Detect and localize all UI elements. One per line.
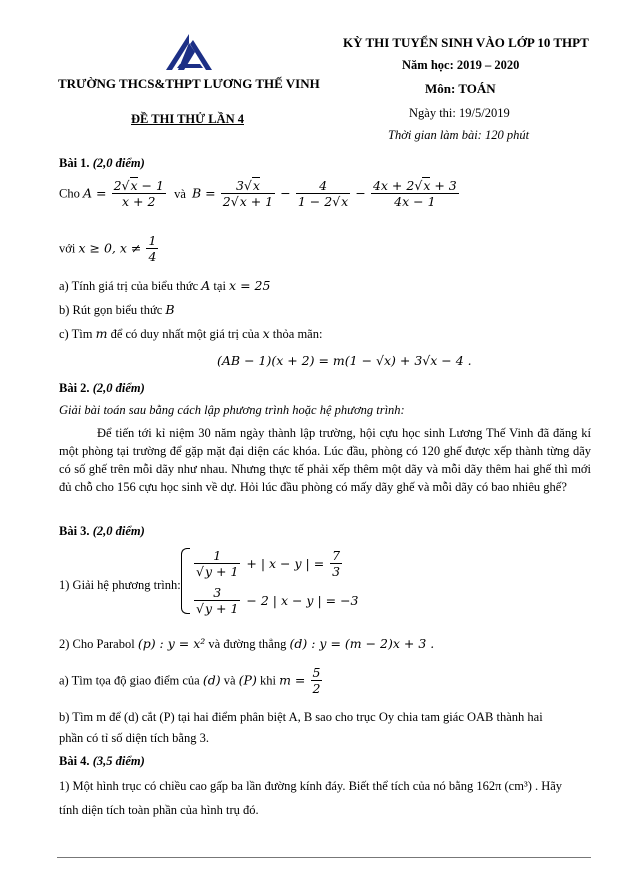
B1-num-root: x bbox=[252, 178, 260, 193]
sys2-num: 3 bbox=[194, 585, 240, 601]
part2-mid: và đường thẳng bbox=[208, 637, 287, 651]
part2-intro: 2) Cho Parabol bbox=[59, 637, 135, 651]
B1-den-tail: + 1 bbox=[246, 194, 274, 209]
system-equation-2 bbox=[192, 585, 359, 616]
sys2-den-root: y + 1 bbox=[204, 601, 239, 616]
part-a-x: x = 25 bbox=[229, 278, 271, 293]
problem1-heading bbox=[59, 156, 145, 171]
m-value-den: 2 bbox=[312, 681, 321, 696]
part-c-m: m bbox=[95, 326, 108, 341]
part2a-va: và bbox=[223, 673, 236, 688]
problem1-definitions bbox=[59, 178, 461, 209]
part-c-end: thỏa mãn: bbox=[272, 327, 323, 341]
problem4-points: (3,5 điểm) bbox=[92, 754, 145, 768]
system-equation-1 bbox=[192, 548, 344, 579]
problem1-label: Bài 1. bbox=[59, 156, 90, 170]
part2a-P: (P) bbox=[238, 672, 257, 688]
school-logo-icon bbox=[166, 34, 212, 70]
minus-sign-2: − bbox=[355, 185, 366, 201]
quarter-den: 4 bbox=[148, 249, 157, 264]
va-text: và bbox=[174, 186, 186, 201]
part-a-text: a) Tính giá trị của biểu thức bbox=[59, 279, 199, 293]
sys1-den-root: y + 1 bbox=[204, 564, 239, 579]
part2a-khi: khi bbox=[259, 673, 276, 688]
B3-num-tail: + 3 bbox=[430, 178, 457, 193]
sys2-rest: − 2 | x − y | = −3 bbox=[246, 593, 359, 608]
quarter-num: 1 bbox=[148, 233, 157, 248]
quarter-fraction bbox=[146, 233, 158, 264]
part2a-d: (d) bbox=[202, 672, 221, 688]
problem3-heading bbox=[59, 524, 145, 539]
problem1-part-c bbox=[59, 326, 322, 342]
sys1-lhs-fraction: $\frac{1}{√y + 1}$ bbox=[196, 548, 239, 579]
m-value-num: 5 bbox=[312, 665, 321, 680]
contest-title: KỲ THI TUYỂN SINH VÀO LỚP 10 THPT bbox=[343, 35, 589, 50]
B1-den-root: x bbox=[239, 194, 247, 209]
A-label: A = bbox=[82, 185, 107, 201]
part2a-m: m = bbox=[279, 672, 306, 688]
A-num-coef: 2 bbox=[113, 178, 122, 193]
part2a-text: a) Tìm tọa độ giao điểm của bbox=[59, 673, 200, 688]
problem3-part2b-line2: phần có tỉ số diện tích bằng 3. bbox=[59, 731, 209, 745]
B1-den-coef: 2 bbox=[222, 194, 231, 209]
system-brace bbox=[181, 548, 190, 614]
B2-den-root: x bbox=[341, 194, 349, 209]
problem2-points: (2,0 điểm) bbox=[92, 381, 145, 395]
problem2-heading bbox=[59, 381, 145, 396]
part-a-var: A bbox=[201, 278, 211, 293]
problem1-points: (2,0 điểm) bbox=[92, 156, 145, 170]
duration: Thời gian làm bài: 120 phút bbox=[388, 128, 530, 142]
sys1-rhs-num: 7 bbox=[332, 548, 341, 563]
school-year: Năm học: 2019 – 2020 bbox=[402, 58, 520, 72]
subject: Môn: TOÁN bbox=[425, 81, 496, 96]
B3-num-root: x bbox=[423, 178, 431, 193]
part-b-text: b) Rút gọn biểu thức bbox=[59, 303, 163, 317]
condition-line bbox=[59, 233, 160, 264]
sys2-lhs-fraction: $\frac{3}{√y + 1}$ bbox=[196, 585, 239, 616]
problem4-heading bbox=[59, 754, 145, 769]
problem3-part1-label: 1) Giải hệ phương trình: bbox=[59, 578, 181, 592]
part-b-var: B bbox=[165, 302, 175, 317]
problem3-part2b-line1: b) Tìm m để (d) cắt (P) tại hai điểm phân biệt A, B sao cho trục Oy chia tam giác OAB thành hai bbox=[59, 710, 543, 724]
problem3-part2a bbox=[59, 665, 324, 696]
problem1-equation: (AB − 1)(x + 2) = m(1 − √x) + 3√x − 4 . bbox=[217, 353, 472, 368]
sys1-rest: + | x − y | = bbox=[246, 556, 325, 571]
part-a-tai: tại bbox=[213, 279, 226, 293]
B3-denominator: 4x − 1 bbox=[394, 194, 436, 209]
B-label: B = bbox=[192, 185, 216, 201]
exam-title: ĐỀ THI THỬ LẦN 4 bbox=[131, 112, 244, 126]
voi-text: với bbox=[59, 241, 76, 256]
B2-numerator: 4 bbox=[296, 178, 350, 194]
condition-text: x ≥ 0, x ≠ bbox=[78, 240, 142, 256]
B-fraction-3: $\frac{4x + 2√x + 3}{4x - 1}$ bbox=[372, 178, 457, 209]
minus-sign-1: − bbox=[280, 185, 291, 201]
problem3-points: (2,0 điểm) bbox=[92, 524, 145, 538]
A-fraction: $\frac{2√x - 1}{x + 2}$ bbox=[113, 178, 164, 209]
part-c-text: c) Tìm bbox=[59, 327, 93, 341]
part2-parabola: (p) : y = x² bbox=[137, 636, 206, 651]
problem1-part-a bbox=[59, 278, 270, 294]
part-c-rest: để có duy nhất một giá trị của bbox=[110, 327, 260, 341]
problem2-paragraph: Để tiến tới kỉ niệm 30 năm ngày thành lập trường, hội cựu học sinh Lương Thế Vinh đã đăng kí một phòng tại trường để gặp mặt đại diện các khóa. Lúc đầu, phòng có 120 ghế được xếp thành từng dãy có số ghế trên mỗi dãy như nhau. Nhưng thực tế phải xếp thêm một dãy và mỗi dãy thêm hai ghế thì mới đủ chỗ cho 156 cựu học sinh về dự. Hỏi lúc đầu phòng có mấy dãy ghế và mỗi dãy có bao nhiêu ghế? bbox=[59, 426, 591, 494]
B-fraction-2: $\frac{4}{1 - 2√x}$ bbox=[297, 178, 349, 209]
problem3-part2 bbox=[59, 636, 434, 652]
footer-divider bbox=[57, 857, 591, 858]
A-denominator: x + 2 bbox=[122, 194, 156, 209]
m-value-fraction bbox=[311, 665, 323, 696]
sys1-rhs-den: 3 bbox=[332, 564, 341, 579]
A-num-root: x bbox=[130, 178, 138, 193]
problem4-line2: tính diện tích toàn phần của hình trụ đó. bbox=[59, 803, 259, 817]
sys1-rhs-fraction bbox=[330, 548, 342, 579]
sys1-num: 1 bbox=[194, 548, 240, 564]
problem4-line1: 1) Một hình trục có chiều cao gấp ba lần đường kính đáy. Biết thể tích của nó bằng 162π (cm³) . Hãy bbox=[59, 779, 563, 793]
school-name: TRƯỜNG THCS&THPT LƯƠNG THẾ VINH bbox=[58, 76, 320, 91]
B3-num-head: 4x + 2 bbox=[372, 178, 415, 193]
problem3-label: Bài 3. bbox=[59, 524, 90, 538]
part2-line: (d) : y = (m − 2)x + 3 . bbox=[289, 636, 435, 651]
part-c-x: x bbox=[262, 326, 270, 341]
problem2-instruction: Giải bài toán sau bằng cách lập phương trình hoặc hệ phương trình: bbox=[59, 403, 405, 417]
B2-den-head: 1 − 2 bbox=[297, 194, 333, 209]
problem2-label: Bài 2. bbox=[59, 381, 90, 395]
B1-num-coef: 3 bbox=[235, 178, 244, 193]
exam-date: Ngày thi: 19/5/2019 bbox=[409, 106, 510, 120]
problem1-part-b bbox=[59, 302, 175, 318]
A-num-tail: − 1 bbox=[137, 178, 164, 193]
cho-text: Cho bbox=[59, 186, 80, 201]
problem4-label: Bài 4. bbox=[59, 754, 90, 768]
B-fraction-1: $\frac{3√x}{2√x + 1}$ bbox=[222, 178, 274, 209]
